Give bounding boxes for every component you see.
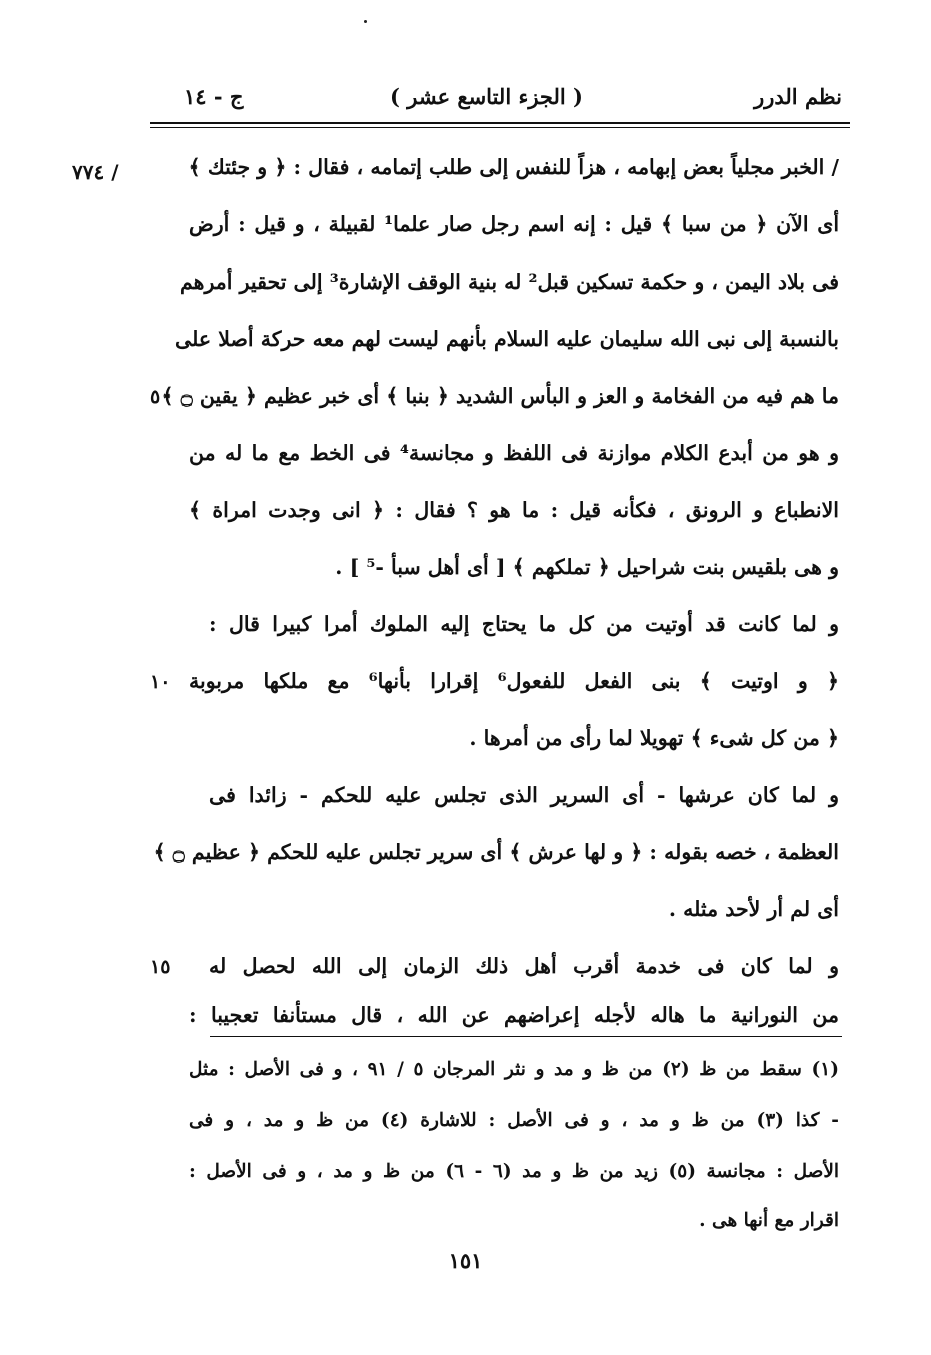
line-number-15: ١٥	[150, 956, 171, 978]
body-line-2: أى الآن ﴿ من سبا ﴾ قيل : إنه اسم رجل صار علما¹ لقبيلة ، و قيل : أرض	[189, 212, 840, 236]
body-line-9: و لما كانت قد أوتيت من كل ما يحتاج إليه الملوك أمرا كبيرا قال :	[209, 612, 839, 636]
volume-label: ج - ١٤	[184, 84, 244, 109]
body-line-10: ﴿ و اوتيت ﴾ بنى الفعل للفعول⁶ إقرارا بأنها⁶ مع ملكها مربوبة	[189, 669, 839, 693]
body-line-14: أى لم أر لأحد مثله .	[668, 897, 839, 921]
body-line-16: من النورانية ما هاله لأجله إعراضهم عن الله ، قال مستأنفا تعجيبا :	[189, 1003, 839, 1027]
line-number-5: ٥	[150, 386, 161, 408]
body-line-15: و لما كان فى خدمة أقرب أهل ذلك الزمان إلى الله لحصل له	[209, 954, 839, 978]
body-line-12: و لما كان عرشها - أى السرير الذى تجلس عليه للحكم - زائدا فى	[209, 783, 839, 807]
body-line-7: الانطباع و الرونق ، فكأنه قيل : ما هو ؟ فقال : ﴿ انى وجدت امراة ﴾	[189, 498, 839, 522]
body-line-1: / الخبر مجلياً بعض إبهامه ، هزاً للنفس إلى طلب إتمامه ، فقال : ﴿ و جئتك ﴾	[188, 155, 839, 179]
footnote-line-3: الأصل : مجانسة (٥) زيد من ظ و مد (٦ - ٦) من ظ و مد ، و فى الأصل :	[189, 1161, 840, 1182]
part-label: ( الجزء التاسع عشر )	[390, 84, 583, 109]
footnote-line-1: (١) سقط من ظ (٢) من ظ و مد و نثر المرجان ٥ / ٩١ ، و فى الأصل : مثل	[189, 1059, 839, 1080]
body-line-3: فى بلاد اليمن ، و حكمة تسكين قبل² له بنية الوقف الإشارة³ إلى تحقير أمرهم	[180, 270, 839, 294]
header-rule	[150, 122, 850, 124]
page-number: ١٥١	[448, 1248, 483, 1273]
running-header	[150, 78, 850, 118]
body-line-4: بالنسبة إلى نبى الله سليمان عليه السلام بأنهم ليست لهم معه حركة أصلا على	[175, 327, 839, 351]
line-number-10: ١٠	[150, 671, 171, 693]
footnote-line-2: - كذا (٣) من ظ و مد ، و فى الأصل : للاشارة (٤) من ظ و مد ، و فى	[189, 1110, 839, 1131]
book-title: نظم الدرر	[754, 84, 842, 109]
header-rule-thin	[150, 127, 850, 128]
body-line-6: و هو من أبدع الكلام موازنة فى اللفظ و مجانسة⁴ فى الخط مع ما له من	[189, 441, 839, 465]
scan-speck	[364, 20, 367, 23]
marginal-page-ref: / ٧٧٤	[72, 160, 119, 184]
body-line-5: ما هم فيه من الفخامة و العز و البأس الشديد ﴿ بنبا ﴾ أى خبر عظيم ﴿ يقين ۝ ﴾	[161, 384, 839, 408]
body-line-11: ﴿ من كل شىء ﴾ تهويلا لما رأى من أمرها .	[469, 726, 839, 750]
footnote-rule	[210, 1036, 842, 1037]
body-line-8: و هى بلقيس بنت شراحيل ﴿ تملكهم ﴾ [ أى أهل سبأ -⁵ ] .	[335, 555, 839, 579]
body-line-13: العظمة ، خصه بقوله : ﴿ و لها عرش ﴾ أى سرير تجلس عليه للحكم ﴿ عظيم ۝ ﴾	[153, 840, 839, 864]
footnote-line-4: اقرار مع أنها هى .	[699, 1210, 839, 1231]
